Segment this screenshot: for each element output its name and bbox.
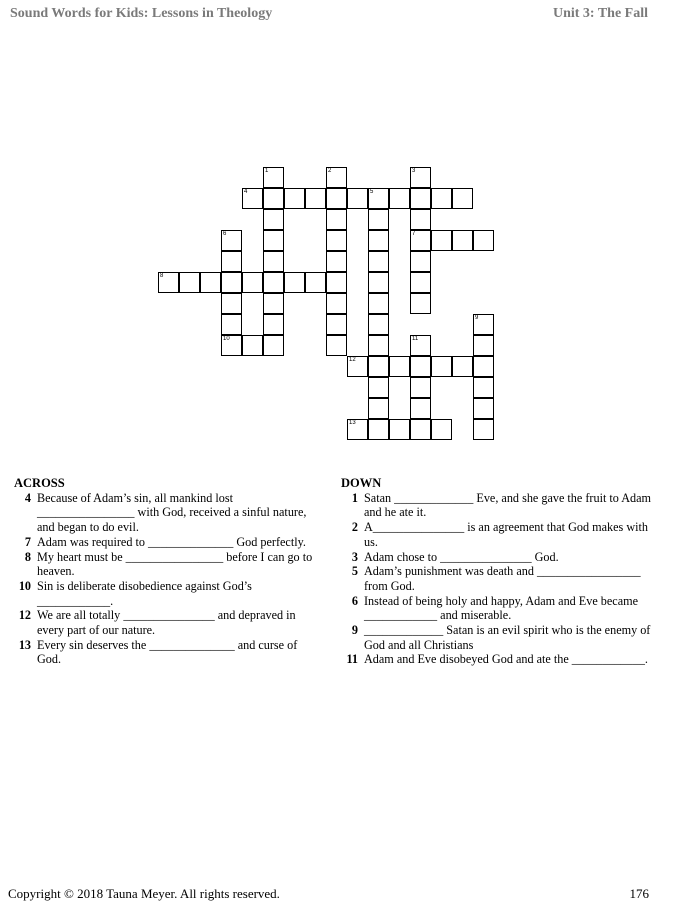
crossword-cell[interactable] [347, 419, 368, 440]
clue-text: Sin is deliberate disobedience against God’s ____________. [37, 578, 252, 608]
crossword-cell[interactable] [431, 356, 452, 377]
clue-text: Adam’s punishment was death and _________________ from God. [364, 564, 641, 593]
crossword-cell[interactable] [263, 167, 284, 188]
clue-number: 2 [351, 520, 358, 535]
crossword-cell[interactable] [473, 356, 494, 377]
clue-number: 4 [24, 490, 31, 505]
cell-number: 6 [223, 231, 227, 237]
crossword-cell[interactable] [473, 377, 494, 398]
crossword-cell[interactable] [410, 377, 431, 398]
crossword-cell[interactable] [305, 272, 326, 293]
across-clue [14, 579, 324, 608]
across-clue [14, 535, 324, 550]
clue-number: 3 [351, 549, 358, 564]
down-clue [341, 564, 661, 593]
crossword-cell[interactable] [284, 272, 305, 293]
crossword-cell[interactable] [431, 188, 452, 209]
crossword-cell[interactable] [347, 188, 368, 209]
cell-number: 13 [349, 420, 356, 426]
crossword-cell[interactable] [389, 419, 410, 440]
crossword-cell[interactable] [368, 209, 389, 230]
crossword-cell[interactable] [410, 167, 431, 188]
crossword-cell[interactable] [221, 251, 242, 272]
crossword-cell[interactable] [368, 314, 389, 335]
clue-text: Because of Adam’s sin, all mankind lost ________________ with God, received a sinful nature, and began to do evil. [37, 490, 307, 535]
cell-number: 1 [265, 168, 269, 174]
crossword-cell[interactable] [347, 356, 368, 377]
cell-number: 12 [349, 357, 356, 363]
cell-number: 9 [475, 315, 479, 321]
crossword-cell[interactable] [389, 356, 410, 377]
down-clue [341, 652, 661, 667]
crossword-cell[interactable] [263, 314, 284, 335]
across-clue [14, 550, 324, 579]
clue-text: Every sin deserves the ______________ and curse of God. [37, 637, 298, 667]
crossword-cell[interactable] [473, 314, 494, 335]
clue-text: We are all totally _______________ and depraved in every part of our nature. [37, 608, 296, 638]
clue-text: _____________ Satan is an evil spirit who is the enemy of God and all Christians [364, 623, 651, 652]
cell-number: 2 [328, 168, 332, 174]
clue-number: 13 [18, 637, 31, 652]
crossword-cell[interactable] [326, 314, 347, 335]
across-heading: ACROSS [14, 476, 65, 490]
down-clues [341, 476, 661, 667]
crossword-cell[interactable] [368, 377, 389, 398]
crossword-cell[interactable] [263, 209, 284, 230]
crossword-cell[interactable] [410, 419, 431, 440]
crossword-cell[interactable] [326, 272, 347, 293]
crossword-cell[interactable] [200, 272, 221, 293]
crossword-cell[interactable] [179, 272, 200, 293]
crossword-cell[interactable] [410, 356, 431, 377]
cell-number: 7 [412, 231, 416, 237]
clue-number: 6 [351, 593, 358, 608]
crossword-cell[interactable] [326, 188, 347, 209]
crossword-cell[interactable] [389, 188, 410, 209]
down-clue [341, 550, 661, 565]
crossword-cell[interactable] [326, 335, 347, 356]
down-clue [341, 623, 661, 652]
across-clue [14, 638, 324, 667]
clue-text: My heart must be ________________ before I can go to heaven. [37, 549, 313, 579]
crossword-cell[interactable] [452, 356, 473, 377]
crossword-cell[interactable] [263, 335, 284, 356]
crossword-cell[interactable] [368, 398, 389, 419]
crossword-cell[interactable] [452, 230, 473, 251]
crossword-cell[interactable] [368, 335, 389, 356]
crossword-cell[interactable] [242, 272, 263, 293]
crossword-cell[interactable] [368, 272, 389, 293]
crossword-cell[interactable] [305, 188, 326, 209]
crossword-cell[interactable] [452, 188, 473, 209]
across-clue [14, 608, 324, 637]
crossword-cell[interactable] [263, 251, 284, 272]
cell-number: 10 [223, 336, 230, 342]
unit-title: Unit 3: The Fall [552, 6, 648, 21]
crossword-cell[interactable] [326, 251, 347, 272]
crossword-cell[interactable] [473, 230, 494, 251]
crossword-cell[interactable] [221, 293, 242, 314]
crossword-cell[interactable] [368, 356, 389, 377]
cell-number: 8 [160, 273, 164, 279]
across-clues [14, 476, 324, 667]
across-clue [14, 491, 324, 535]
crossword-cell[interactable] [221, 230, 242, 251]
crossword-cell[interactable] [368, 251, 389, 272]
crossword-cell[interactable] [263, 188, 284, 209]
crossword-cell[interactable] [326, 209, 347, 230]
crossword-cell[interactable] [431, 230, 452, 251]
crossword-cell[interactable] [368, 188, 389, 209]
crossword-cell[interactable] [368, 293, 389, 314]
crossword-cell[interactable] [473, 419, 494, 440]
crossword-cell[interactable] [326, 293, 347, 314]
crossword-cell[interactable] [473, 335, 494, 356]
clue-number: 1 [351, 490, 358, 505]
crossword-cell[interactable] [368, 230, 389, 251]
crossword-cell[interactable] [242, 335, 263, 356]
crossword-cell[interactable] [410, 293, 431, 314]
clue-number: 9 [351, 623, 358, 638]
crossword-cell[interactable] [368, 419, 389, 440]
crossword-cell[interactable] [326, 167, 347, 188]
clue-number: 10 [18, 578, 31, 593]
copyright-notice: Copyright © 2018 Tauna Meyer. All rights reserved. [8, 886, 280, 901]
crossword-cell[interactable] [221, 272, 242, 293]
down-clue [341, 491, 661, 520]
clue-number: 5 [351, 564, 358, 579]
clue-text: Adam and Eve disobeyed God and ate the ____________. [364, 652, 648, 667]
cell-number: 5 [370, 189, 374, 195]
clue-number: 12 [18, 608, 31, 623]
crossword-cell[interactable] [410, 209, 431, 230]
document-title: Sound Words for Kids: Lessons in Theology [10, 6, 273, 21]
crossword-cell[interactable] [326, 230, 347, 251]
crossword-cell[interactable] [263, 272, 284, 293]
crossword-cell[interactable] [158, 272, 179, 293]
crossword-cell[interactable] [263, 293, 284, 314]
clue-number: 8 [24, 549, 31, 564]
crossword-cell[interactable] [410, 251, 431, 272]
crossword-cell[interactable] [410, 398, 431, 419]
crossword-cell[interactable] [410, 230, 431, 251]
crossword-cell[interactable] [221, 314, 242, 335]
down-heading: DOWN [341, 476, 382, 490]
clue-text: A_______________ is an agreement that God makes with us. [364, 520, 648, 549]
page-number: 176 [629, 886, 649, 901]
clue-number: 11 [346, 652, 358, 667]
clue-text: Instead of being holy and happy, Adam and Eve became ____________ and miserable. [364, 593, 639, 623]
crossword-cell[interactable] [410, 335, 431, 356]
cell-number: 4 [244, 189, 248, 195]
clue-number: 7 [24, 534, 31, 549]
clue-text: Adam was required to ______________ God perfectly. [37, 534, 306, 549]
cell-number: 3 [412, 168, 416, 174]
crossword-cell[interactable] [410, 188, 431, 209]
crossword-cell[interactable] [410, 272, 431, 293]
crossword-cell[interactable] [242, 188, 263, 209]
clue-text: Adam chose to _______________ God. [364, 549, 559, 564]
crossword-cell[interactable] [221, 335, 242, 356]
crossword-cell[interactable] [431, 419, 452, 440]
crossword-cell[interactable] [473, 398, 494, 419]
down-clue [341, 594, 661, 623]
cell-number: 11 [412, 336, 419, 342]
down-clue [341, 520, 661, 549]
crossword-cell[interactable] [284, 188, 305, 209]
clue-text: Satan _____________ Eve, and she gave the fruit to Adam and he ate it. [364, 490, 652, 520]
crossword-cell[interactable] [263, 230, 284, 251]
